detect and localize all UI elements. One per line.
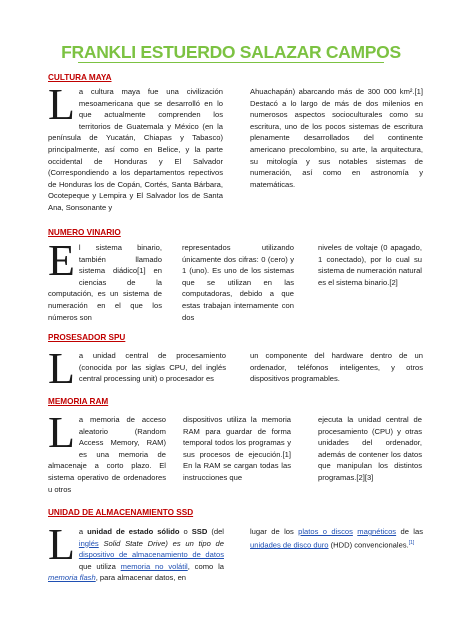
cpu-column-1 [48, 350, 226, 390]
ssd-text-e: que utiliza [78, 561, 121, 571]
page-title: FRANKLI ESTUERDO SALAZAR CAMPOS [61, 42, 401, 62]
ssd2-text-c: de las [396, 527, 423, 536]
footnote-ref[interactable]: [1] [408, 539, 415, 546]
maya-text-1: a cultura maya fue una civilización mesoamericana que se desarrolló en lo que actualmente comprenden los territorios de Guatemala y México (en la península de Yucatán, Chiapas y Tabasco) principalmente, así como en Belice, y la parte occidental de Honduras y El Salvador (Correspondiendo a los departamentos repectivos de Honduras los de Copán, Cortés, Santa Bárbara, Ocotepeque y Lempira y El Salvador los de Santa Ana, Sonsonante y [48, 87, 223, 212]
ram-column-1 [48, 414, 166, 504]
ram-text-1: a memoria de acceso aleatorio (Random Access Memory, RAM) es una memoria de almacenaje a corto plazo. El sistema operativo de ordenadores u otros [48, 415, 166, 494]
heading-ssd: UNIDAD DE ALMACENAMIENTO SSD [48, 508, 194, 517]
binario-dropcap: E [48, 242, 75, 285]
link-unidades-disco-duro[interactable]: unidades de disco duro [250, 540, 329, 550]
ssd2-text-a: lugar de los [250, 527, 299, 536]
cpu-text-1: a unidad central de procesamiento (conocida por las siglas CPU, del inglés central processing unit) o procesador es [78, 351, 226, 384]
ssd-text-f: , como la [187, 561, 224, 571]
binario-text-1: l sistema binario, también llamado sistema diádico[1] en ciencias de la computación, es un sistema de numeración en el que los números son [48, 243, 162, 322]
heading-memoria-ram: MEMORIA RAM [48, 397, 109, 406]
binario-column-2 [182, 242, 294, 334]
ssd-dropcap: L [48, 526, 75, 569]
binario-column-3 [318, 242, 422, 334]
maya-column-1 [48, 86, 223, 238]
maya-dropcap: L [48, 86, 75, 129]
ram-text-2: dispositivos utiliza la memoria RAM para guardar de forma temporal todos los programas y sus procesos de ejecución.[1] En la RAM se cargan todas las instrucciones que [183, 415, 291, 482]
link-magneticos[interactable]: magnéticos [357, 527, 397, 536]
binario-text-2: representados utilizando únicamente dos cifras: 0 (cero) y 1 (uno). Es uno de los sistemas que se utilizan en las computadoras, debido a que estas trabajan internamente con dos [182, 243, 294, 322]
ssd-text-b: o [179, 527, 192, 536]
ram-dropcap: L [48, 414, 75, 457]
cpu-text-2: un componente del hardware dentro de un ordenador, teléfonos inteligentes, y otros dispositivos programables. [250, 351, 423, 384]
ssd2-text-d: (HDD) convencionales. [328, 540, 409, 550]
ssd-column-2 [250, 526, 423, 590]
ssd-text-g: , para almacenar datos, en [95, 573, 187, 583]
ssd-text-d: Solid State Drive) es un tipo de [98, 538, 224, 548]
title-underline [78, 62, 384, 63]
heading-procesador: PROSESADOR SPU [48, 333, 126, 342]
link-memoria-flash[interactable]: memoria flash [48, 573, 96, 583]
ram-text-3: ejecuta la unidad central de procesamiento (CPU) y otras unidades del ordenador, además de contener los datos que manipulan los distintos programas.[2][3] [318, 415, 422, 482]
ram-column-3 [318, 414, 422, 504]
link-dispositivo-almacenamiento[interactable]: dispositivo de almacenamiento de datos [78, 550, 224, 560]
maya-column-2 [250, 86, 423, 226]
ssd-bold-term: unidad de estado sólido [87, 527, 180, 536]
heading-cultura-maya: CULTURA MAYA [48, 73, 112, 82]
ssd-column-1 [48, 526, 224, 590]
link-ingles[interactable]: inglés [78, 538, 99, 548]
cpu-dropcap: L [48, 350, 75, 390]
link-memoria-no-volatil[interactable]: memoria no volátil [120, 561, 188, 571]
binario-column-1 [48, 242, 162, 334]
cpu-column-2 [250, 350, 423, 390]
maya-text-2: Ahuachapán) abarcando más de 300 000 km².[1] Destacó a lo largo de más de dos milenios en numerosos aspectos socioculturales como su escritura, uno de los pocos sistemas de escritura plenamente desarrollados del continente americano precolombino, su arte, la arquitectura, su mitología y sus notables sistemas de numeración, así como en astronomía y matemáticas. [250, 87, 423, 189]
ssd-text-a: a [78, 527, 88, 536]
ssd-bold-acronym: SSD [191, 527, 208, 536]
binario-text-3: niveles de voltaje (0 apagado, 1 conectado), por lo cual su sistema de numeración natural es el sistema binario.[2] [318, 243, 422, 287]
link-platos-discos[interactable]: platos o discos [298, 527, 353, 536]
ssd-text-c: (del [207, 527, 224, 536]
heading-numero-vinario: NUMERO VINARIO [48, 228, 121, 237]
ram-column-2 [183, 414, 291, 504]
